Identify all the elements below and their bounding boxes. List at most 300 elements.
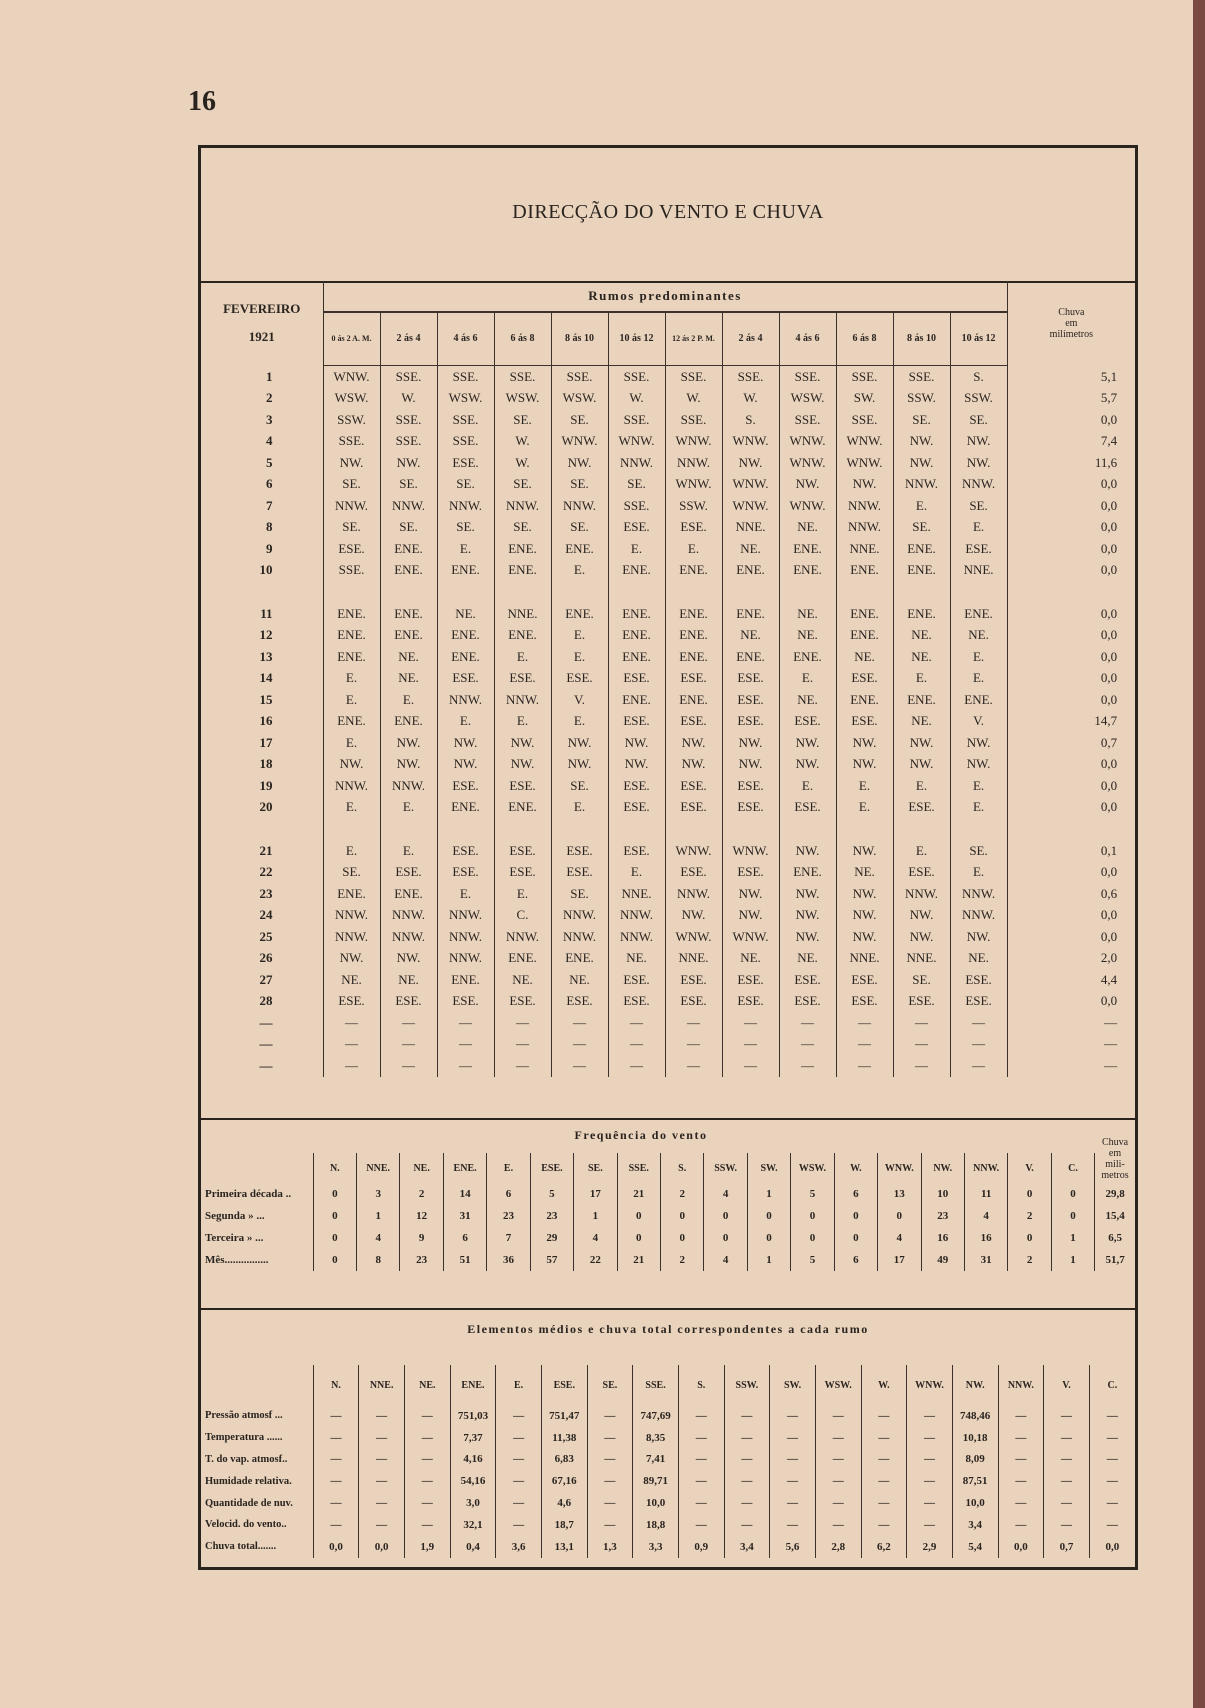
direction-header: ESE. [541, 1365, 587, 1405]
frequency-cell: 31 [443, 1205, 486, 1227]
element-cell: — [861, 1514, 907, 1536]
direction-cell: NNW. [551, 905, 608, 927]
direction-cell: ESE. [779, 991, 836, 1013]
rain-cell: — [1007, 1055, 1135, 1077]
element-cell: — [724, 1492, 770, 1514]
element-cell: — [404, 1492, 450, 1514]
direction-cell: NE. [779, 625, 836, 647]
direction-cell: ENE. [836, 603, 893, 625]
frequency-cell: 6 [443, 1227, 486, 1249]
rain-cell: 0,0 [1007, 754, 1135, 776]
direction-cell: ENE. [551, 948, 608, 970]
rain-cell: 0,1 [1007, 840, 1135, 862]
table-row [201, 1055, 1135, 1077]
direction-cell: NE. [437, 603, 494, 625]
rain-cell: 29,8 [1095, 1183, 1135, 1205]
frequency-cell: 4 [704, 1249, 747, 1271]
direction-cell: SSW. [950, 388, 1007, 410]
direction-header: W. [834, 1153, 877, 1183]
frequency-cell: 22 [574, 1249, 617, 1271]
rain-header-line: em [1065, 317, 1078, 329]
day-cell: 13 [259, 648, 273, 664]
direction-cell: E. [950, 775, 1007, 797]
element-cell: 8,09 [952, 1449, 998, 1471]
direction-cell: NW. [665, 905, 722, 927]
direction-cell: NE. [380, 646, 437, 668]
direction-cell: ENE. [437, 560, 494, 582]
row-label: Primeira década .. [205, 1188, 292, 1200]
frequency-cell: 7 [487, 1227, 530, 1249]
direction-cell: ESE. [665, 797, 722, 819]
rain-header-line: Chuva [1058, 306, 1085, 318]
direction-cell: SSE. [380, 409, 437, 431]
direction-cell: NW. [665, 754, 722, 776]
direction-cell: NW. [836, 732, 893, 754]
frequency-rain-line: mili- [1105, 1159, 1125, 1170]
direction-cell: — [494, 1012, 551, 1034]
direction-header: C. [1051, 1153, 1094, 1183]
direction-cell: WNW. [551, 431, 608, 453]
hour-header: 8 ás 10 [551, 312, 608, 366]
frequency-cell: 9 [400, 1227, 443, 1249]
direction-cell: SE. [437, 474, 494, 496]
direction-header: S. [678, 1365, 724, 1405]
element-cell: 3,0 [450, 1492, 496, 1514]
element-cell: — [861, 1427, 907, 1449]
direction-cell: NNE. [836, 538, 893, 560]
direction-cell: NE. [722, 538, 779, 560]
direction-cell: V. [950, 711, 1007, 733]
element-cell: — [907, 1427, 953, 1449]
direction-cell: ESE. [608, 517, 665, 539]
frequency-rain-line: Chuva [1101, 1137, 1129, 1148]
direction-cell: ESE. [551, 668, 608, 690]
direction-cell: ENE. [893, 603, 950, 625]
day-cell: 15 [259, 691, 273, 707]
direction-header: N. [313, 1365, 359, 1405]
direction-cell: ESE. [608, 991, 665, 1013]
group-header [323, 281, 1007, 312]
direction-cell: NE. [722, 625, 779, 647]
direction-cell: ENE. [836, 625, 893, 647]
direction-cell: — [779, 1034, 836, 1056]
gap-cell [779, 581, 836, 603]
direction-cell: ESE. [437, 991, 494, 1013]
element-cell: 5,4 [952, 1536, 998, 1558]
element-cell: 0,7 [1044, 1536, 1090, 1558]
direction-cell: ESE. [437, 452, 494, 474]
direction-cell: W. [608, 388, 665, 410]
frequency-cell: 5 [791, 1249, 834, 1271]
direction-cell: E. [494, 646, 551, 668]
hour-header: 12 ás 2 P. M. [665, 312, 722, 366]
direction-header: W. [861, 1365, 907, 1405]
gap-cell [950, 581, 1007, 603]
table-row [201, 431, 1135, 453]
direction-cell: SSE. [893, 366, 950, 388]
frequency-cell: 23 [400, 1249, 443, 1271]
direction-cell: NW. [836, 474, 893, 496]
direction-cell: SSE. [608, 409, 665, 431]
direction-header: NNE. [359, 1365, 405, 1405]
direction-cell: NNW. [323, 775, 380, 797]
direction-cell: — [665, 1055, 722, 1077]
direction-cell: SSE. [323, 431, 380, 453]
rain-cell: 0,0 [1007, 775, 1135, 797]
direction-cell: NW. [836, 840, 893, 862]
direction-cell: NW. [380, 948, 437, 970]
direction-cell: — [893, 1034, 950, 1056]
frequency-cell: 36 [487, 1249, 530, 1271]
direction-cell: E. [950, 797, 1007, 819]
direction-cell: NNW. [437, 948, 494, 970]
direction-cell: ESE. [722, 969, 779, 991]
frequency-cell: 0 [660, 1227, 703, 1249]
rain-cell: 0,0 [1007, 926, 1135, 948]
gap-cell [893, 818, 950, 840]
frequency-cell: 2 [1008, 1249, 1051, 1271]
direction-cell: NNW. [437, 495, 494, 517]
element-cell: 0,0 [1089, 1536, 1135, 1558]
rain-cell: 0,0 [1007, 495, 1135, 517]
rain-cell: 0,0 [1007, 409, 1135, 431]
element-cell: — [496, 1427, 542, 1449]
direction-cell: NNE. [722, 517, 779, 539]
element-cell: — [313, 1449, 359, 1471]
table-row [201, 1449, 1135, 1471]
frequency-cell: 0 [313, 1227, 356, 1249]
element-cell: — [724, 1470, 770, 1492]
gap-cell [950, 818, 1007, 840]
elements-table [201, 1365, 1135, 1558]
direction-cell: ENE. [380, 711, 437, 733]
rain-cell: 6,5 [1095, 1227, 1135, 1249]
frequency-cell: 0 [1008, 1183, 1051, 1205]
direction-cell: ESE. [665, 668, 722, 690]
table-row [201, 668, 1135, 690]
element-cell: 87,51 [952, 1470, 998, 1492]
direction-cell: ENE. [551, 538, 608, 560]
month-label: FEVEREIRO [223, 301, 301, 317]
table-row [201, 862, 1135, 884]
element-cell: — [1089, 1449, 1135, 1471]
element-cell: — [998, 1514, 1044, 1536]
rain-cell: 51,7 [1095, 1249, 1135, 1271]
frequency-cell: 4 [574, 1227, 617, 1249]
direction-cell: NW. [950, 926, 1007, 948]
day-cell: 4 [266, 433, 273, 449]
direction-cell: SE. [437, 517, 494, 539]
frequency-cell: 0 [704, 1205, 747, 1227]
direction-cell: NE. [893, 625, 950, 647]
direction-cell: NW. [437, 732, 494, 754]
direction-cell: SSE. [665, 409, 722, 431]
direction-cell: ESE. [779, 711, 836, 733]
direction-header: WSW. [791, 1153, 834, 1183]
gap-cell [551, 818, 608, 840]
direction-cell: ESE. [836, 711, 893, 733]
direction-cell: E. [893, 840, 950, 862]
table-row [201, 560, 1135, 582]
frequency-cell: 5 [791, 1183, 834, 1205]
direction-cell: ENE. [323, 883, 380, 905]
table-row [201, 775, 1135, 797]
direction-cell: ESE. [722, 862, 779, 884]
direction-cell: NNE. [665, 948, 722, 970]
rain-cell: 4,4 [1007, 969, 1135, 991]
element-cell: 747,69 [633, 1405, 679, 1427]
element-cell: — [770, 1405, 816, 1427]
direction-cell: ESE. [494, 840, 551, 862]
direction-cell: ESE. [323, 538, 380, 560]
direction-cell: — [380, 1012, 437, 1034]
year-label: 1921 [248, 329, 275, 345]
direction-cell: W. [380, 388, 437, 410]
element-cell: — [587, 1470, 633, 1492]
element-cell: 3,3 [633, 1536, 679, 1558]
rain-cell: 0,0 [1007, 905, 1135, 927]
direction-cell: NW. [893, 926, 950, 948]
element-cell: — [496, 1405, 542, 1427]
element-cell: 0,4 [450, 1536, 496, 1558]
direction-cell: SE. [551, 409, 608, 431]
element-cell: — [678, 1470, 724, 1492]
direction-cell: ENE. [893, 689, 950, 711]
day-cell: 26 [259, 950, 273, 966]
direction-cell: ESE. [551, 840, 608, 862]
direction-cell: SSE. [494, 366, 551, 388]
element-cell: — [313, 1405, 359, 1427]
day-cell: 23 [259, 885, 273, 901]
frequency-cell: 12 [400, 1205, 443, 1227]
direction-cell: WNW. [722, 474, 779, 496]
direction-cell: E. [950, 646, 1007, 668]
direction-cell: ENE. [779, 538, 836, 560]
element-cell: 32,1 [450, 1514, 496, 1536]
element-cell: — [770, 1514, 816, 1536]
frequency-cell: 14 [443, 1183, 486, 1205]
table-row [201, 538, 1135, 560]
direction-cell: NNW. [836, 495, 893, 517]
direction-cell: SSE. [608, 495, 665, 517]
frequency-cell: 0 [834, 1205, 877, 1227]
element-cell: — [815, 1470, 861, 1492]
day-cell: 6 [266, 476, 273, 492]
table-row [201, 883, 1135, 905]
day-cell: 16 [259, 713, 273, 729]
hour-header: 4 ás 6 [779, 312, 836, 366]
direction-cell: ENE. [437, 797, 494, 819]
element-cell: — [359, 1405, 405, 1427]
direction-cell: E. [494, 883, 551, 905]
direction-cell: S. [722, 409, 779, 431]
direction-cell: NE. [893, 711, 950, 733]
direction-cell: SE. [893, 517, 950, 539]
direction-cell: E. [551, 625, 608, 647]
frequency-cell: 57 [530, 1249, 573, 1271]
direction-cell: SSE. [665, 366, 722, 388]
direction-cell: NW. [950, 452, 1007, 474]
direction-cell: NW. [779, 905, 836, 927]
element-cell: 11,38 [541, 1427, 587, 1449]
direction-cell: — [665, 1012, 722, 1034]
direction-cell: WNW. [608, 431, 665, 453]
direction-cell: — [323, 1012, 380, 1034]
direction-cell: NW. [551, 754, 608, 776]
element-cell: 0,0 [313, 1536, 359, 1558]
frequency-cell: 2 [400, 1183, 443, 1205]
direction-cell: ESE. [665, 862, 722, 884]
title-area [198, 145, 1138, 280]
row-label: Mês................ [205, 1254, 269, 1266]
direction-header: ENE. [450, 1365, 496, 1405]
direction-cell: WNW. [665, 474, 722, 496]
direction-cell: ENE. [722, 603, 779, 625]
direction-cell: NNW. [836, 517, 893, 539]
direction-cell: ENE. [494, 625, 551, 647]
direction-cell: ENE. [494, 560, 551, 582]
frequency-cell: 49 [921, 1249, 964, 1271]
direction-header: SSE. [633, 1365, 679, 1405]
element-cell: 6,83 [541, 1449, 587, 1471]
direction-header: NE. [404, 1365, 450, 1405]
direction-cell: ENE. [551, 603, 608, 625]
direction-cell: ESE. [722, 991, 779, 1013]
day-cell: 20 [259, 799, 273, 815]
day-cell: — [259, 1014, 273, 1030]
direction-cell: ENE. [950, 603, 1007, 625]
direction-header: WNW. [878, 1153, 921, 1183]
direction-cell: E. [665, 538, 722, 560]
decade-gap [201, 818, 1135, 840]
gap-cell [323, 818, 380, 840]
frequency-cell: 0 [313, 1249, 356, 1271]
table-row [201, 1249, 1135, 1271]
direction-cell: E. [950, 517, 1007, 539]
element-cell: — [1089, 1405, 1135, 1427]
direction-cell: NW. [380, 732, 437, 754]
direction-cell: NE. [323, 969, 380, 991]
day-cell: 3 [266, 411, 273, 427]
gap-cell [608, 818, 665, 840]
direction-header: V. [1008, 1153, 1051, 1183]
day-cell: 28 [259, 993, 273, 1009]
element-cell: — [359, 1449, 405, 1471]
gap-cell [608, 581, 665, 603]
element-cell: — [1044, 1405, 1090, 1427]
direction-cell: ESE. [380, 862, 437, 884]
frequency-cell: 0 [1008, 1227, 1051, 1249]
rain-cell: 0,0 [1007, 517, 1135, 539]
direction-cell: SSE. [437, 431, 494, 453]
row-label: Chuva total....... [205, 1541, 277, 1553]
direction-cell: SE. [494, 409, 551, 431]
element-cell: — [313, 1427, 359, 1449]
direction-cell: NE. [380, 969, 437, 991]
direction-cell: WNW. [779, 431, 836, 453]
direction-cell: ESE. [551, 862, 608, 884]
month-header [201, 281, 323, 366]
element-cell: — [815, 1405, 861, 1427]
direction-cell: NW. [893, 452, 950, 474]
frequency-rain-line: metros [1101, 1170, 1129, 1181]
direction-cell: E. [551, 711, 608, 733]
frequency-cell: 21 [617, 1183, 660, 1205]
direction-cell: E. [779, 668, 836, 690]
direction-cell: ESE. [665, 775, 722, 797]
direction-cell: E. [608, 862, 665, 884]
frequency-cell: 8 [357, 1249, 400, 1271]
direction-cell: NNW. [551, 926, 608, 948]
direction-cell: WNW. [665, 926, 722, 948]
frequency-cell: 1 [747, 1249, 790, 1271]
direction-cell: NW. [893, 905, 950, 927]
element-cell: — [496, 1470, 542, 1492]
element-cell: 751,03 [450, 1405, 496, 1427]
frequency-cell: 0 [834, 1227, 877, 1249]
frequency-cell: 0 [1051, 1183, 1094, 1205]
rain-header-line: milímetros [1049, 328, 1094, 340]
direction-cell: ENE. [380, 560, 437, 582]
direction-cell: NW. [437, 754, 494, 776]
rain-cell: 0,0 [1007, 603, 1135, 625]
direction-cell: NW. [323, 754, 380, 776]
frequency-cell: 2 [1008, 1205, 1051, 1227]
day-cell: 1 [266, 368, 273, 384]
direction-cell: NW. [836, 883, 893, 905]
element-cell: — [861, 1449, 907, 1471]
direction-cell: NW. [722, 732, 779, 754]
gap-cell [836, 818, 893, 840]
direction-cell: E. [380, 840, 437, 862]
direction-cell: ESE. [608, 797, 665, 819]
direction-cell: SE. [551, 883, 608, 905]
direction-cell: ENE. [380, 883, 437, 905]
direction-cell: WNW. [722, 840, 779, 862]
direction-cell: ESE. [323, 991, 380, 1013]
direction-header: E. [496, 1365, 542, 1405]
direction-cell: WSW. [551, 388, 608, 410]
direction-cell: ESE. [608, 711, 665, 733]
frequency-cell: 17 [878, 1249, 921, 1271]
day-cell: 24 [259, 907, 273, 923]
frequency-cell: 31 [964, 1249, 1007, 1271]
direction-cell: E. [836, 775, 893, 797]
direction-cell: NW. [779, 754, 836, 776]
frequency-cell: 0 [617, 1205, 660, 1227]
day-cell: 27 [259, 971, 273, 987]
direction-cell: E. [950, 668, 1007, 690]
direction-cell: NW. [551, 452, 608, 474]
frequency-cell: 23 [530, 1205, 573, 1227]
direction-cell: W. [494, 452, 551, 474]
rain-cell: 0,0 [1007, 797, 1135, 819]
rain-cell: 7,4 [1007, 431, 1135, 453]
direction-cell: ENE. [665, 646, 722, 668]
direction-cell: NW. [950, 754, 1007, 776]
direction-cell: E. [893, 668, 950, 690]
direction-cell: ESE. [551, 991, 608, 1013]
direction-cell: ESE. [779, 797, 836, 819]
direction-cell: ENE. [380, 603, 437, 625]
direction-cell: NNW. [380, 775, 437, 797]
direction-cell: ENE. [380, 625, 437, 647]
direction-header: NE. [400, 1153, 443, 1183]
direction-header: NNW. [998, 1365, 1044, 1405]
direction-cell: E. [551, 797, 608, 819]
gap-cell [380, 581, 437, 603]
rain-cell: 0,0 [1007, 991, 1135, 1013]
